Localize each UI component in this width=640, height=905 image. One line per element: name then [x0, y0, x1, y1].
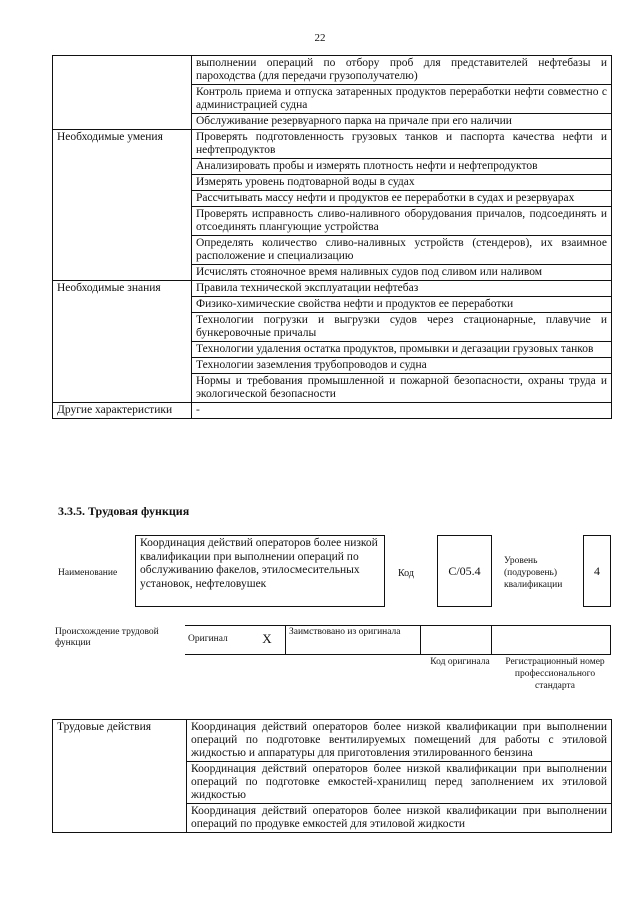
table-cell: Координация действий операторов более низкой квалификации при выполнении операций по продувке емкостей для этиловой жидкости	[187, 804, 612, 833]
table-cell: Технологии удаления остатка продуктов, промывки и дегазации грузовых танков	[192, 342, 612, 358]
row-label	[53, 56, 192, 130]
name-label: Наименование	[58, 568, 118, 578]
table-cell: Проверять исправность сливо-наливного оборудования причалов, подсоединять и отсоединять плангующие устройства	[192, 207, 612, 236]
table-row	[53, 281, 612, 297]
table-row	[53, 720, 612, 762]
table-cell: Измерять уровень подтоварной воды в судах	[192, 175, 612, 191]
row-label-other: Другие характеристики	[53, 403, 192, 419]
table-cell: Физико-химические свойства нефти и продуктов ее переработки	[192, 297, 612, 313]
original-mark: X	[249, 626, 286, 655]
row-label-skills: Необходимые умения	[53, 130, 192, 281]
page-bottom-margin	[0, 852, 640, 905]
page-number: 22	[314, 32, 326, 44]
function-name-box: Координация действий операторов более низкой квалификации при выполнении операций по обслуживанию факелов, этилосмесительных установок, нефтеловушек	[135, 535, 385, 607]
table-cell: Нормы и требования промышленной и пожарной безопасности, охраны труда и экологической безопасности	[192, 374, 612, 403]
row-label-knowledge: Необходимые знания	[53, 281, 192, 403]
table-cell: Координация действий операторов более низкой квалификации при выполнении операций по подготовке емкостей-хранилищ перед заполнением их этиловой жидкостью	[187, 762, 612, 804]
table-row	[185, 626, 611, 655]
note-registration-number: Регистрационный номер профессионального стандарта	[505, 657, 605, 691]
level-label: Уровень (подуровень) квалификации	[504, 556, 563, 590]
code-value-box: C/05.4	[437, 535, 492, 607]
table-cell: Правила технической эксплуатации нефтебаз	[192, 281, 612, 297]
origin-table	[185, 625, 611, 655]
table-row	[53, 56, 612, 85]
table-cell: Обслуживание резервуарного парка на причале при его наличии	[192, 114, 612, 130]
table-cell: Определять количество сливо-наливных устройств (стендеров), их взаимное расположение и специализацию	[192, 236, 612, 265]
origin-label: Происхождение трудовой функции	[55, 627, 159, 648]
original-code-cell	[421, 626, 492, 655]
registration-number-cell	[492, 626, 611, 655]
note-original-code: Код оригинала	[430, 657, 490, 667]
level-value-box: 4	[583, 535, 611, 607]
table-cell: Проверять подготовленность грузовых танков и паспорта качества нефти и нефтепродуктов	[192, 130, 612, 159]
borrowed-label: Заимствовано из оригинала	[286, 626, 421, 655]
table-cell: выполнении операций по отбору проб для представителей нефтебазы и пароходства (для передачи грузополучателю)	[192, 56, 612, 85]
original-label: Оригинал	[185, 626, 249, 655]
table-cell: Исчислять стояночное время наливных судов под сливом или наливом	[192, 265, 612, 281]
table-cell: -	[192, 403, 612, 419]
table-cell: Контроль приема и отпуска затаренных продуктов переработки нефти совместно с администрацией судна	[192, 85, 612, 114]
table-row	[53, 130, 612, 159]
competency-table	[52, 55, 612, 419]
table-cell: Координация действий операторов более низкой квалификации при выполнении операций по подготовке вентилируемых помещений для работы с этиловой жидкостью и аппаратуры для приготовления этилированного бензина	[187, 720, 612, 762]
labor-actions-table	[52, 719, 612, 833]
table-cell: Технологии погрузки и выгрузки судов через стационарные, плавучие и бункеровочные причалы	[192, 313, 612, 342]
table-cell: Анализировать пробы и измерять плотность нефти и нефтепродуктов	[192, 159, 612, 175]
code-label: Код	[398, 568, 414, 579]
row-label-labor-actions: Трудовые действия	[53, 720, 187, 833]
table-cell: Технологии заземления трубопроводов и судна	[192, 358, 612, 374]
table-cell: Рассчитывать массу нефти и продуктов ее переработки в судах и резервуарах	[192, 191, 612, 207]
section-title: 3.3.5. Трудовая функция	[58, 504, 190, 518]
table-row	[53, 403, 612, 419]
